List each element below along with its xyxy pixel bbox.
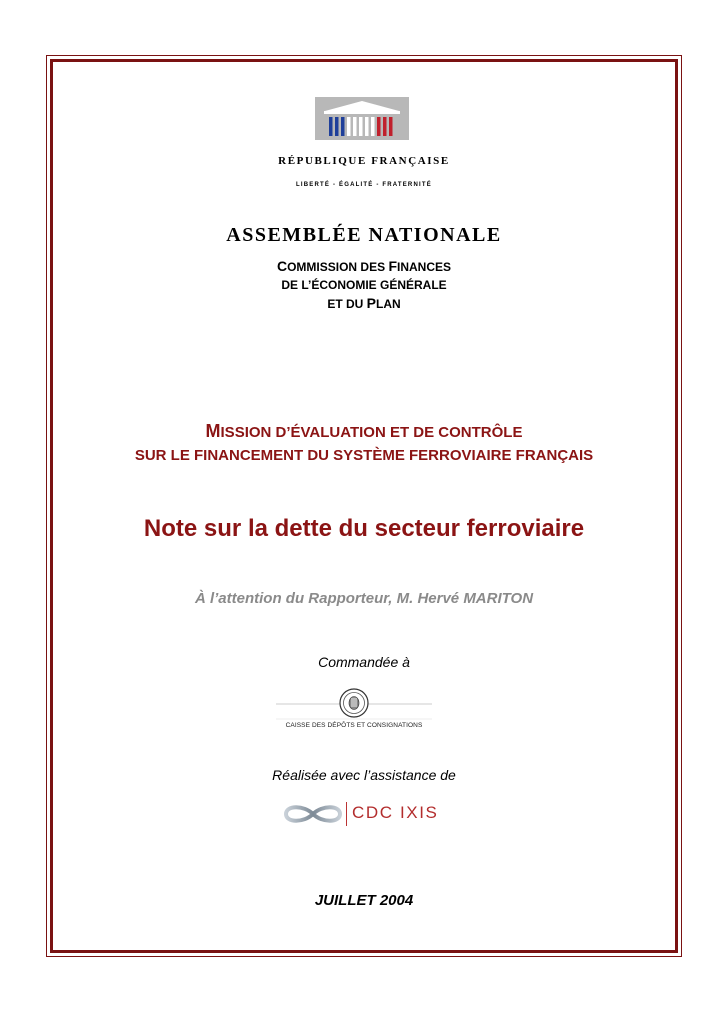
cdc-ixis-infinity-icon — [282, 802, 344, 826]
attention-line: À l’attention du Rapporteur, M. Hervé MARITON — [194, 590, 534, 607]
commission-line-2: DE L’ÉCONOMIE GÉNÉRALE — [281, 278, 447, 292]
assemblee-nationale-logo — [315, 97, 409, 140]
mission-line-2: SUR LE FINANCEMENT DU SYSTÈME FERROVIAIRE FRANÇAIS — [134, 447, 594, 464]
assemblee-nationale-title: ASSEMBLÉE NATIONALE — [226, 224, 502, 246]
mission-line-1: MISSION D’ÉVALUATION ET DE CONTRÔLE — [205, 421, 523, 441]
republic-motto: LIBERTÉ - ÉGALITÉ - FRATERNITÉ — [296, 182, 432, 188]
realisee-label: Réalisée avec l’assistance de — [272, 767, 456, 783]
logo-divider — [346, 802, 347, 826]
commission-line-3: ET DU PLAN — [327, 295, 401, 311]
commission-line-1: COMMISSION DES FINANCES — [276, 258, 452, 274]
commission-block — [46, 257, 682, 313]
commandee-label: Commandée à — [318, 654, 410, 670]
mission-heading — [46, 420, 682, 467]
document-title: Note sur la dette du secteur ferroviaire — [143, 515, 585, 542]
publication-date: JUILLET 2004 — [314, 892, 414, 909]
cdc-ixis-wordmark: CDC IXIS — [352, 803, 439, 822]
republique-francaise-heading: RÉPUBLIQUE FRANÇAISE — [278, 155, 450, 167]
caisse-des-depots-name: CAISSE DES DÉPÔTS ET CONSIGNATIONS — [285, 722, 423, 729]
